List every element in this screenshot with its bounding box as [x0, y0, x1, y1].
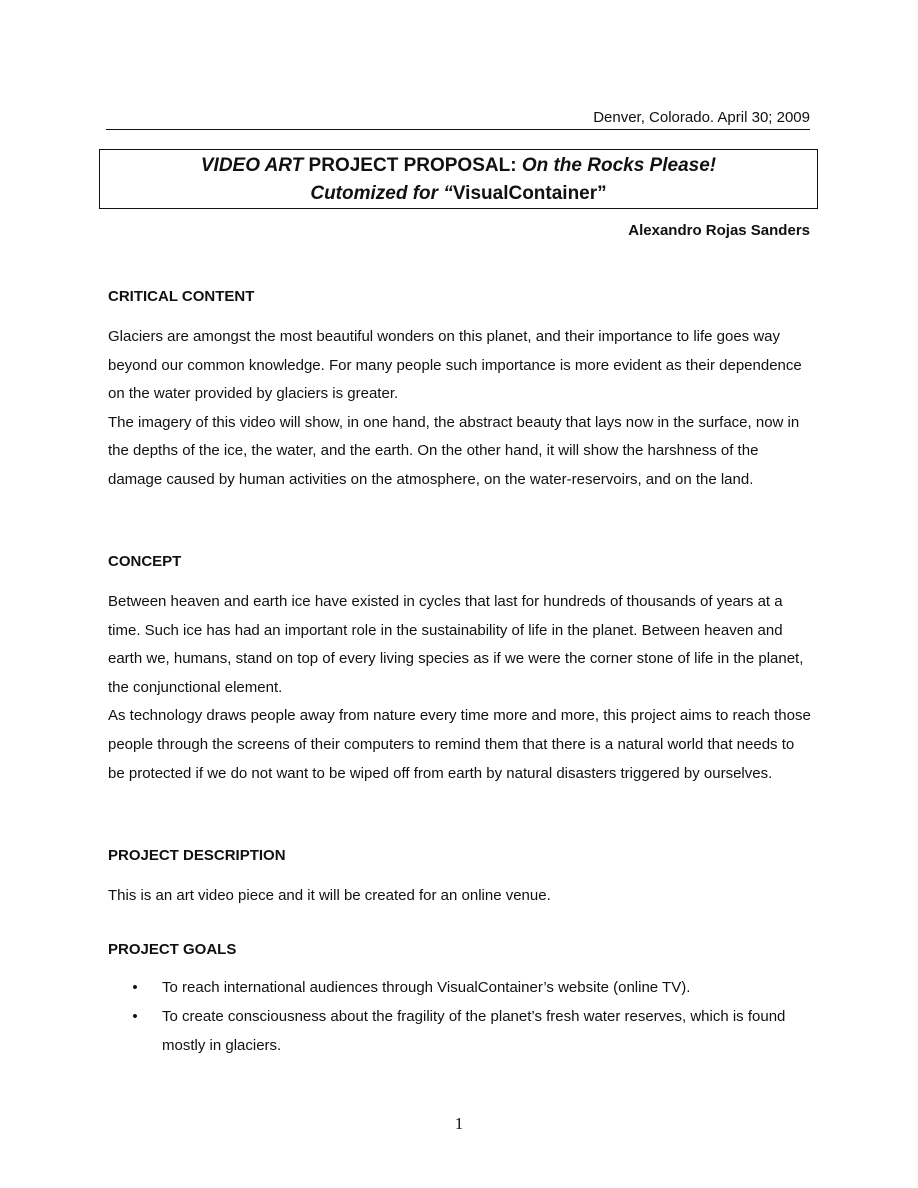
heading-project-description: PROJECT DESCRIPTION: [108, 847, 286, 864]
bullet-icon: •: [132, 979, 138, 996]
list-item-text: To create consciousness about the fragility of the planet’s fresh water reserves, which is found mostly in glaciers.: [162, 1008, 786, 1054]
author-name: Alexandro Rojas Sanders: [628, 222, 810, 239]
title-project-name: On the Rocks Please!: [521, 155, 717, 176]
heading-critical-content: CRITICAL CONTENT: [108, 288, 255, 305]
title-line-1: [100, 152, 817, 180]
concept-paragraph-1: Between heaven and earth ice have existed in cycles that last for hundreds of thousands of years at a time. Such ice has had an important role in the sustainability of life in the planet. Between heaven and earth we, humans, stand on top of every living species as if we were the corner stone of life in the planet, the conjunctional element.: [108, 593, 804, 696]
heading-concept: CONCEPT: [108, 553, 182, 570]
section-concept: [108, 552, 812, 788]
title-project-proposal: PROJECT PROPOSAL:: [303, 155, 522, 176]
title-customized-for: Cutomized for “: [310, 183, 453, 204]
critical-content-paragraph-2: The imagery of this video will show, in one hand, the abstract beauty that lays now in the surface, now in the depths of the ice, the water, and the earth. On the other hand, it will show the harshness of the damage caused by human activities on the atmosphere, on the water-reservoirs, and on the land.: [108, 413, 800, 488]
bullet-icon: •: [132, 1008, 138, 1025]
title-venue-name: VisualContainer”: [452, 183, 607, 204]
section-critical-content: [108, 287, 812, 495]
title-box: [99, 149, 818, 209]
section-project-goals: [108, 940, 812, 960]
critical-content-paragraph-1: Glaciers are amongst the most beautiful wonders on this planet, and their importance to life goes way beyond our common knowledge. For many people such importance is more evident as their dependence on the water provided by glaciers is greater.: [108, 328, 802, 403]
page-number: 1: [454, 1114, 464, 1133]
header-rule: [106, 129, 810, 130]
concept-paragraph-2: As technology draws people away from nature every time more and more, this project aims to reach those people through the screens of their computers to remind them that there is a natural world that needs to be protected if we do not want to be wiped off from earth by natural disasters triggered by ourselves.: [108, 707, 811, 782]
list-item: [130, 1002, 820, 1060]
heading-project-goals: PROJECT GOALS: [108, 941, 237, 958]
title-line-2: [100, 180, 817, 208]
section-project-description: [108, 846, 812, 911]
project-goals-list: [130, 973, 820, 1060]
list-item: [130, 973, 820, 1002]
title-video-art: VIDEO ART: [200, 155, 304, 176]
project-description-paragraph: This is an art video piece and it will be created for an online venue.: [108, 887, 551, 904]
dateline: Denver, Colorado. April 30; 2009: [593, 109, 810, 126]
list-item-text: To reach international audiences through VisualContainer’s website (online TV).: [162, 979, 691, 996]
